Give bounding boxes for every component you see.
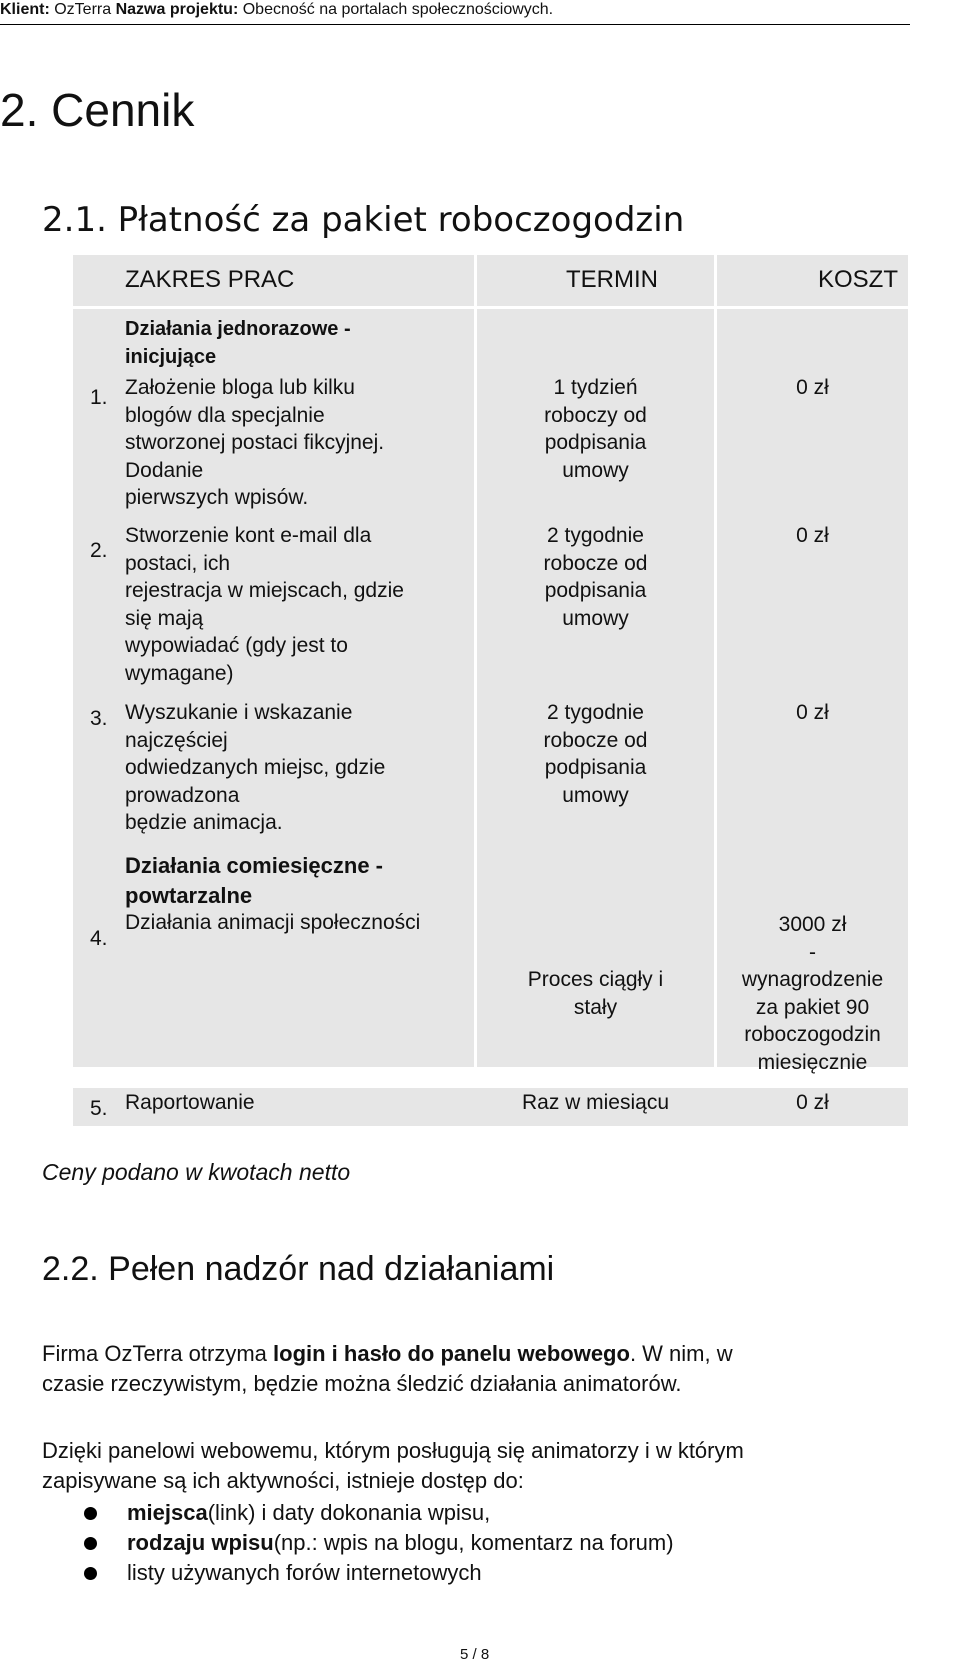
row3-termin: 2 tygodnie robocze od podpisania umowy: [543, 701, 648, 807]
project-label: Nazwa projektu:: [115, 1, 239, 18]
header-koszt: KOSZT: [818, 266, 899, 293]
row5-termin: Raz w miesiącu: [521, 1091, 670, 1114]
header-zakres: ZAKRES PRAC: [125, 266, 295, 293]
group1-line2: inicjujące: [125, 345, 217, 368]
row4-termin: Proces ciągły i stały: [527, 968, 664, 1019]
price-note: Ceny podano w kwotach netto: [42, 1159, 351, 1185]
row1-line: Dodanie: [125, 458, 204, 482]
row1-line: pierwszych wpisów.: [125, 486, 309, 510]
row3-desc: Wyszukanie i wskazanie najczęściej odwiedzanych miejsc, gdzie prowadzona będzie animacja.: [125, 701, 386, 835]
row3-number: 3.: [90, 707, 108, 730]
list-item: rodzaju wpisu (np.: wpis na blogu, komentarz na forum): [42, 1528, 674, 1558]
client-value: OzTerra: [54, 1, 112, 18]
client-label: Klient:: [0, 1, 50, 18]
access-list: [42, 1498, 674, 1588]
page-header: [0, 0, 910, 25]
section-heading-2-2: 2.2. Pełen nadzór nad działaniami: [42, 1250, 555, 1288]
row1-line: Założenie bloga lub kilku: [125, 376, 355, 399]
paragraph-login: Firma OzTerra otrzyma login i hasło do panelu webowego. W nim, w czasie rzeczywistym, będzie można śledzić działania animatorów.: [42, 1341, 733, 1396]
row1-number: 1.: [90, 386, 108, 409]
row1-desc: [125, 374, 384, 512]
row1-line: blogów dla specjalnie: [125, 403, 325, 427]
bullet-icon: [84, 1537, 97, 1550]
row2-number: 2.: [90, 539, 108, 562]
row1-termin: 1 tydzień roboczy od podpisania umowy: [544, 376, 647, 482]
row5-number: 5.: [90, 1097, 108, 1120]
group1-line1: Działania jednorazowe -: [125, 318, 351, 340]
section-heading-2-1: 2.1. Płatność za pakiet roboczogodzin: [42, 200, 685, 240]
row1-line: stworzonej postaci fikcyjnej.: [125, 431, 385, 455]
page-title: 2. Cennik: [0, 84, 195, 136]
row5-koszt: 0 zł: [796, 1091, 829, 1114]
row2-termin: 2 tygodnie robocze od podpisania umowy: [543, 524, 648, 630]
list-item: listy używanych forów internetowych: [42, 1558, 674, 1588]
paragraph-panel: Dzięki panelowi webowemu, którym posługują się animatorzy i w którym zapisywane są ich aktywności, istnieje dostęp do:: [42, 1438, 744, 1493]
row4-koszt: 3000 zł - wynagrodzenie za pakiet 90 roboczogodzin miesięcznie: [741, 913, 884, 1074]
row4-number: 4.: [90, 927, 108, 950]
row3-koszt: 0 zł: [796, 701, 829, 724]
row1-koszt: 0 zł: [796, 376, 829, 399]
group2-heading: Działania comiesięczne - powtarzalne: [125, 853, 383, 908]
bullet-icon: [84, 1567, 97, 1580]
bullet-icon: [84, 1507, 97, 1520]
row2-koszt: 0 zł: [796, 524, 829, 547]
row4-desc: Działania animacji społeczności: [125, 911, 421, 934]
list-item: miejsca (link) i daty dokonania wpisu,: [42, 1498, 674, 1528]
project-value: Obecność na portalach społecznościowych.: [242, 1, 554, 18]
page-number: 5 / 8: [460, 1646, 490, 1663]
row2-desc: Stworzenie kont e-mail dla postaci, ich rejestracja w miejscach, gdzie się mają wypowiadać (gdy jest to wymagane): [125, 524, 404, 685]
header-termin: TERMIN: [566, 266, 658, 293]
row5-desc: Raportowanie: [125, 1091, 255, 1114]
